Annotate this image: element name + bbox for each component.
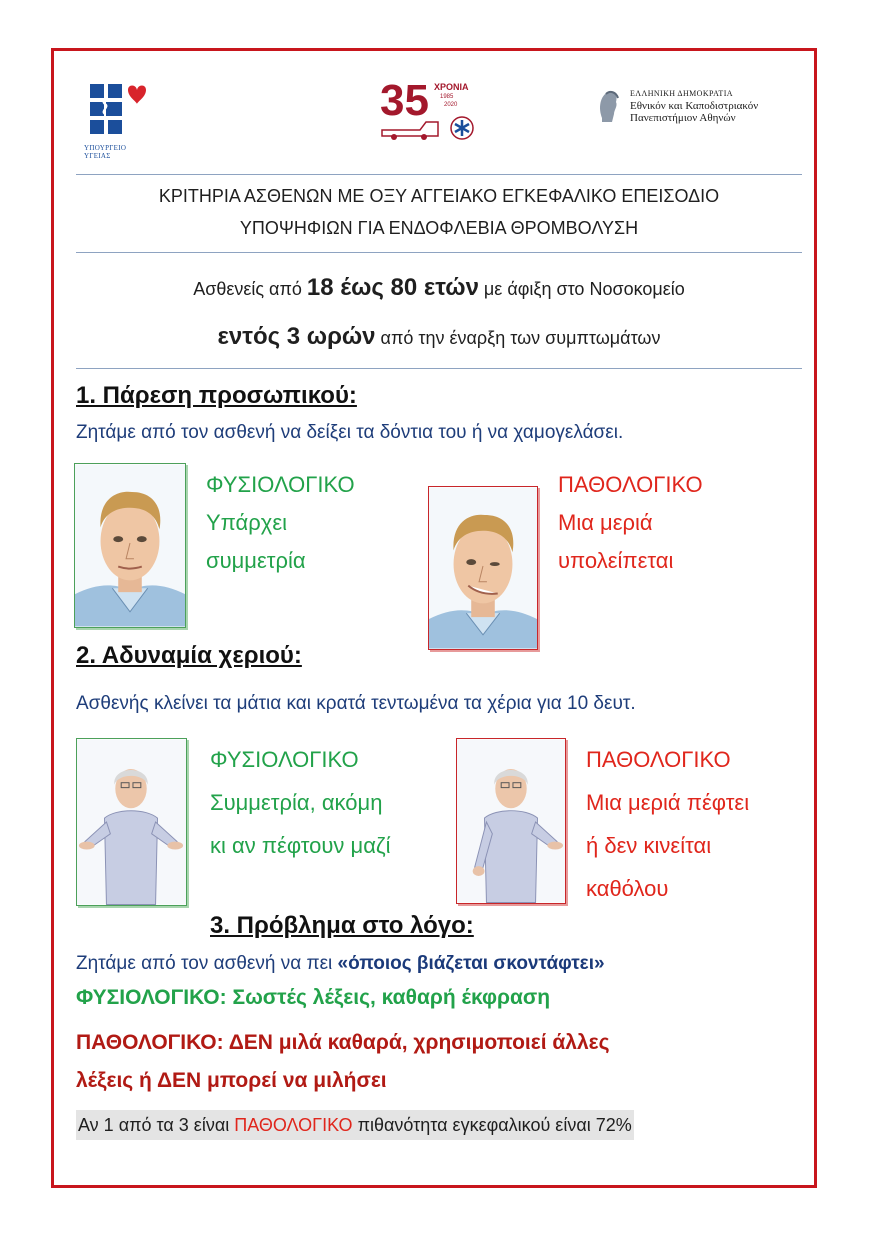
intro-text: Ασθενείς από (193, 279, 307, 299)
section3-instruction (76, 953, 605, 975)
section2-normal-text (210, 738, 391, 867)
section2-abnormal-line-2: ή δεν κινείται (586, 833, 712, 858)
man-face-drooping-icon (429, 487, 537, 649)
intro-text: με άφιξη στο Νοσοκομείο (478, 279, 685, 299)
title-line-1: ΚΡΙΤΗΡΙΑ ΑΣΘΕΝΩΝ ΜΕ ΟΞΥ ΑΓΓΕΙΑΚΟ ΕΓΚΕΦΑΛΙΚΟ ΕΠΕΙΣΟΔΙΟ (158, 186, 720, 206)
section3-test-phrase: «όποιος βιάζεται σκοντάφτει» (337, 953, 605, 974)
section2-abnormal-line-3: καθόλου (586, 876, 669, 901)
footer-probability-note (76, 1110, 634, 1140)
face-abnormal-image (428, 486, 538, 650)
intro-line-2 (76, 317, 802, 358)
divider (76, 174, 802, 175)
section1-abnormal-title: ΠΑΘΟΛΟΓΙΚΟ (558, 472, 703, 497)
arms-abnormal-image (456, 738, 566, 904)
face-normal-image (74, 463, 186, 628)
university-logo (596, 88, 816, 128)
divider (76, 252, 802, 253)
anniversary-year-bottom: 2020 (444, 102, 458, 108)
intro-line-1 (76, 268, 802, 309)
footer-text: Αν 1 από τα 3 είναι (78, 1115, 235, 1135)
woman-arm-drift-icon (457, 739, 565, 903)
anniversary-number: 35 (380, 76, 429, 125)
woman-arms-level-icon (77, 739, 186, 905)
ministry-cross-icon (84, 82, 154, 137)
section1-instruction: Ζητάμε από τον ασθενή να δείξει τα δόντια του ή να χαμογελάσει. (76, 422, 624, 443)
ambulance-star-icon (380, 116, 480, 142)
section1-heading: 1. Πάρεση προσωπικού: (76, 382, 357, 409)
anniversary-logo (380, 76, 480, 142)
section2-instruction: Ασθενής κλείνει τα μάτια και κρατά τεντωμένα τα χέρια για 10 δευτ. (76, 693, 636, 714)
intro-time-window: εντός 3 ωρών (217, 323, 376, 350)
uni-line-3: Πανεπιστήμιον Αθηνών (630, 112, 736, 124)
section2-normal-line-2: κι αν πέφτουν μαζί (210, 833, 391, 858)
section2-abnormal-text (586, 738, 749, 910)
section1-abnormal-line-1: Μια μεριά (558, 510, 653, 535)
arms-normal-image (76, 738, 187, 906)
section1-abnormal-text (558, 466, 703, 580)
section3-abnormal (76, 1024, 610, 1100)
ministry-caption: ΥΠΟΥΡΓΕΙΟ ΥΓΕΙΑΣ (84, 144, 127, 160)
intro-block (76, 268, 802, 358)
man-face-symmetric-icon (75, 464, 185, 627)
section3-abnormal-line-2: λέξεις ή ΔΕΝ μπορεί να μιλήσει (76, 1069, 387, 1092)
section1-normal-line-1: Υπάρχει (206, 510, 288, 535)
divider (76, 368, 802, 369)
section1-normal-line-2: συμμετρία (206, 548, 306, 573)
intro-text: από την έναρξη των συμπτωμάτων (375, 328, 661, 348)
section3-normal: ΦΥΣΙΟΛΟΓΙΚΟ: Σωστές λέξεις, καθαρή έκφραση (76, 986, 551, 1009)
anniversary-word: ΧΡΟΝΙΑ (434, 82, 469, 92)
uni-line-2: Εθνικόν και Καποδιστριακόν (630, 100, 759, 112)
uni-line-1: ΕΛΛΗΝΙΚΗ ΔΗΜΟΚΡΑΤΙΑ (630, 89, 733, 98)
footer-abnormal-word: ΠΑΘΟΛΟΓΙΚΟ (234, 1115, 353, 1135)
section1-normal-text (206, 466, 355, 580)
footer-text: πιθανότητα εγκεφαλικού είναι 72% (352, 1115, 632, 1135)
title-line-2: ΥΠΟΨΗΦΙΩΝ ΓΙΑ ΕΝΔΟΦΛΕΒΙΑ ΘΡΟΜΒΟΛΥΣΗ (239, 218, 639, 238)
intro-age-range: 18 έως 80 ετών (306, 274, 479, 301)
anniversary-year-top: 1985 (440, 94, 454, 100)
title-block (76, 180, 802, 244)
section2-heading: 2. Αδυναμία χεριού: (76, 642, 302, 669)
section2-abnormal-line-1: Μια μεριά πέφτει (586, 790, 750, 815)
section1-abnormal-line-2: υπολείπεται (558, 548, 674, 573)
section2-normal-title: ΦΥΣΙΟΛΟΓΙΚΟ (210, 747, 359, 772)
ministry-logo (84, 82, 154, 160)
section3-abnormal-line-1: ΠΑΘΟΛΟΓΙΚΟ: ΔΕΝ μιλά καθαρά, χρησιμοποιεί άλλες (76, 1031, 610, 1054)
athena-head-icon (596, 88, 620, 124)
section1-normal-title: ΦΥΣΙΟΛΟΓΙΚΟ (206, 472, 355, 497)
section2-abnormal-title: ΠΑΘΟΛΟΓΙΚΟ (586, 747, 731, 772)
section3-instruction-text: Ζητάμε από τον ασθενή να πει (76, 953, 338, 974)
section2-normal-line-1: Συμμετρία, ακόμη (210, 790, 383, 815)
section3-heading: 3. Πρόβλημα στο λόγο: (210, 912, 474, 939)
